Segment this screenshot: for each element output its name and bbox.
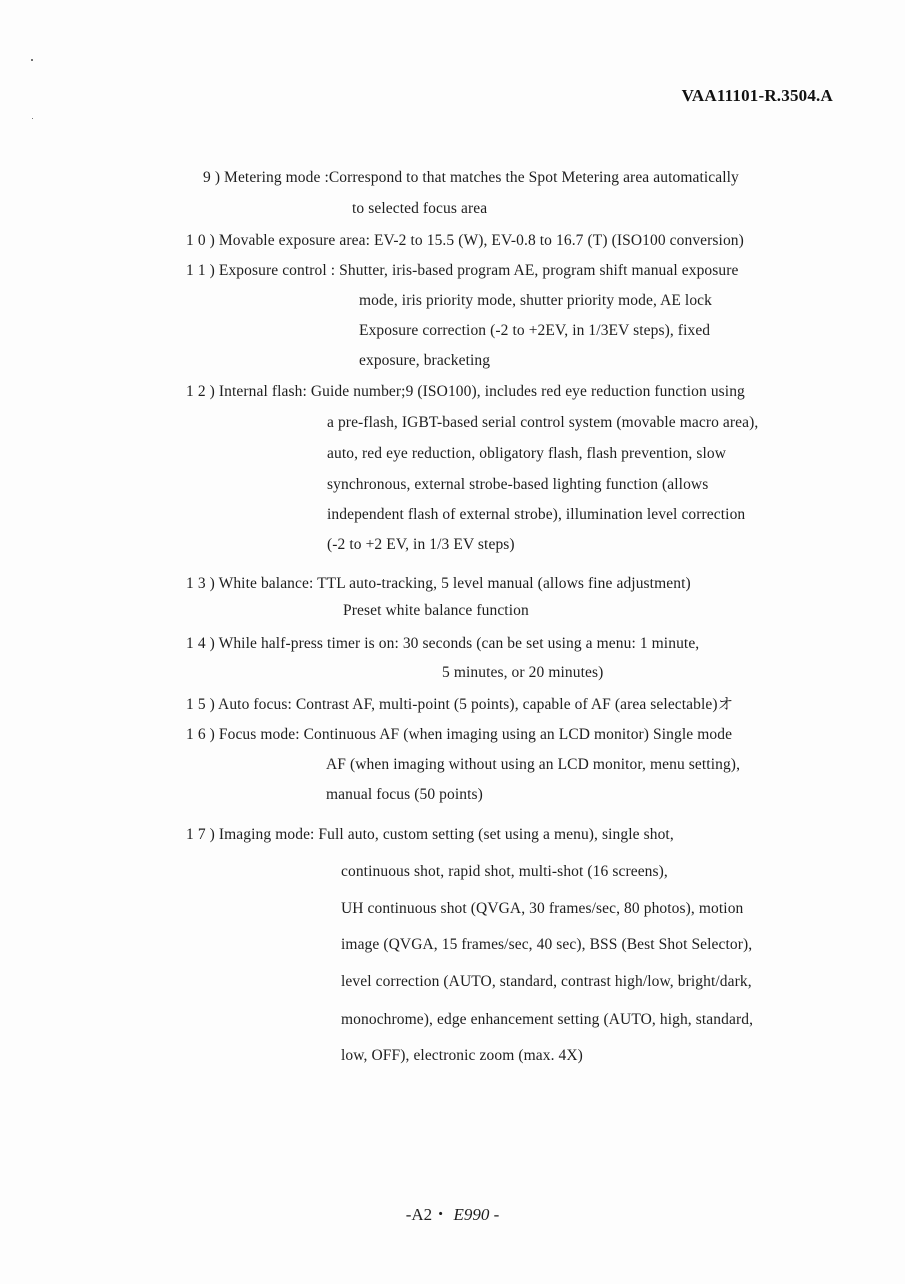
spec-line: mode, iris priority mode, shutter priority mode, AE lock	[359, 292, 713, 309]
spec-line: 1 6 ) Focus mode: Continuous AF (when imaging using an LCD monitor) Single mode	[186, 726, 733, 743]
spec-line: Exposure correction (-2 to +2EV, in 1/3EV steps), fixed	[359, 322, 711, 339]
spec-line: 1 5 ) Auto focus: Contrast AF, multi-point (5 points), capable of AF (area selectable)オ	[186, 696, 734, 713]
spec-line: 1 4 ) While half-press timer is on: 30 seconds (can be set using a menu: 1 minute,	[186, 635, 700, 652]
scan-speck	[31, 59, 33, 61]
page-number: -A2・	[405, 1205, 450, 1224]
spec-line: 9 ) Metering mode :Correspond to that matches the Spot Metering area automatically	[203, 169, 739, 186]
spec-line: 5 minutes, or 20 minutes)	[442, 664, 604, 681]
spec-line: Preset white balance function	[343, 602, 529, 619]
spec-line: level correction (AUTO, standard, contrast high/low, bright/dark,	[341, 973, 752, 990]
model-name: E990	[453, 1205, 490, 1224]
scan-speck	[32, 118, 33, 119]
spec-line: 1 3 ) White balance: TTL auto-tracking, 5 level manual (allows fine adjustment)	[186, 575, 691, 592]
spec-line: 1 0 ) Movable exposure area: EV-2 to 15.5 (W), EV-0.8 to 16.7 (T) (ISO100 conversion)	[186, 232, 744, 249]
spec-line: 1 7 ) Imaging mode: Full auto, custom setting (set using a menu), single shot,	[186, 826, 674, 843]
spec-line: to selected focus area	[352, 200, 488, 217]
spec-line: auto, red eye reduction, obligatory flash, flash prevention, slow	[327, 445, 727, 462]
spec-line: UH continuous shot (QVGA, 30 frames/sec, 80 photos), motion	[341, 900, 744, 917]
spec-line: continuous shot, rapid shot, multi-shot (16 screens),	[341, 863, 668, 880]
document-id: VAA11101-R.3504.A	[681, 86, 833, 105]
spec-line: low, OFF), electronic zoom (max. 4X)	[341, 1047, 583, 1064]
page-number-suffix: -	[493, 1205, 500, 1224]
spec-line: manual focus (50 points)	[326, 786, 483, 803]
spec-line: independent flash of external strobe), illumination level correction	[327, 506, 746, 523]
page-footer	[0, 1200, 905, 1225]
spec-line: 1 1 ) Exposure control : Shutter, iris-based program AE, program shift manual exposure	[186, 262, 739, 279]
spec-line: a pre-flash, IGBT-based serial control system (movable macro area),	[327, 414, 759, 431]
spec-line: 1 2 ) Internal flash: Guide number;9 (ISO100), includes red eye reduction function using	[186, 383, 745, 400]
spec-line: exposure, bracketing	[359, 352, 491, 369]
spec-line: image (QVGA, 15 frames/sec, 40 sec), BSS (Best Shot Selector),	[341, 936, 753, 953]
spec-line: (-2 to +2 EV, in 1/3 EV steps)	[327, 536, 515, 553]
spec-line: synchronous, external strobe-based lighting function (allows	[327, 476, 709, 493]
spec-line: AF (when imaging without using an LCD monitor, menu setting),	[326, 756, 741, 773]
spec-line: monochrome), edge enhancement setting (AUTO, high, standard,	[341, 1011, 754, 1028]
